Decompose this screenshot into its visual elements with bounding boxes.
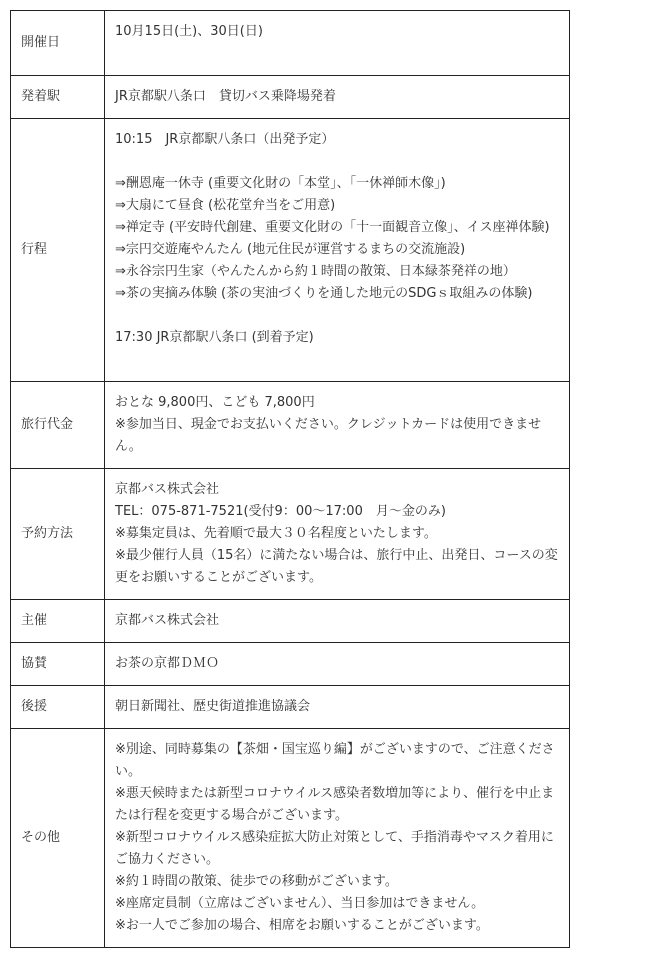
- row-label: 発着駅: [11, 76, 105, 119]
- value-line: 10:15 JR京都駅八条口（出発予定）: [115, 132, 335, 147]
- row-label: 旅行代金: [11, 382, 105, 469]
- row-value: [105, 686, 570, 729]
- value-line: ※悪天候時または新型コロナウイルス感染者数増加等により、催行を中止または行程を変更する場合がございます。: [115, 786, 555, 823]
- row-label: 予約方法: [11, 469, 105, 600]
- row-value: [105, 76, 570, 119]
- row-value: [105, 11, 570, 76]
- value-line: ※募集定員は、先着順で最大３０名程度といたします。: [115, 526, 437, 541]
- row-value: [105, 600, 570, 643]
- value-line: ⇒茶の実摘み体験 (茶の実油づくりを通した地元のSDGｓ取組みの体験): [115, 286, 533, 301]
- value-line: JR京都駅八条口 貸切バス乗降場発着: [115, 89, 336, 104]
- value-line: おとな 9,800円、こども 7,800円: [115, 395, 315, 410]
- row-station: [11, 76, 570, 119]
- row-itinerary: [11, 119, 570, 382]
- value-line: ⇒宗円交遊庵やんたん (地元住民が運営するまちの交流施設): [115, 242, 466, 257]
- tour-info-table: [10, 10, 570, 948]
- value-line: ⇒禅定寺 (平安時代創建、重要文化財の「十一面観音立像」、イス座禅体験): [115, 220, 550, 235]
- row-label: 後援: [11, 686, 105, 729]
- value-line: ⇒酬恩庵一休寺 (重要文化財の「本堂」、「一休禅師木像」): [115, 176, 446, 191]
- row-other: [11, 729, 570, 948]
- row-value: [105, 119, 570, 382]
- value-line: 10月15日(土)、30日(日): [115, 24, 263, 39]
- value-line: 17:30 JR京都駅八条口 (到着予定): [115, 330, 314, 345]
- value-line: ※新型コロナウイルス感染症拡大防止対策として、手指消毒やマスク着用にご協力ください。: [115, 830, 554, 867]
- row-value: [105, 382, 570, 469]
- row-support: [11, 686, 570, 729]
- value-line: ※お一人でご参加の場合、相席をお願いすることがございます。: [115, 918, 489, 933]
- value-line: 京都バス株式会社: [115, 482, 220, 497]
- row-label: 行程: [11, 119, 105, 382]
- row-sponsor: [11, 643, 570, 686]
- value-line: 朝日新聞社、歴史街道推進協議会: [115, 699, 311, 714]
- value-line: ※約１時間の散策、徒歩での移動がございます。: [115, 874, 398, 889]
- value-line: ⇒永谷宗円生家（やんたんから約１時間の散策、日本緑茶発祥の地）: [115, 264, 516, 279]
- tour-info-body: [11, 11, 570, 948]
- blank-line: [115, 151, 559, 173]
- row-date: [11, 11, 570, 76]
- value-line: 京都バス株式会社: [115, 613, 220, 628]
- row-reservation: [11, 469, 570, 600]
- value-line: ※参加当日、現金でお支払いください。クレジットカードは使用できません。: [115, 417, 542, 454]
- row-organizer: [11, 600, 570, 643]
- row-value: [105, 643, 570, 686]
- value-line: ⇒大扇にて昼食 (松花堂弁当をご用意): [115, 198, 336, 213]
- value-line: ※座席定員制（立席はございません）、当日参加はできません。: [115, 896, 485, 911]
- blank-line: [115, 305, 559, 327]
- row-label: その他: [11, 729, 105, 948]
- value-line: お茶の京都ＤＭＯ: [115, 656, 220, 671]
- value-line: ※最少催行人員（15名）に満たない場合は、旅行中止、出発日、コースの変更をお願いすることがございます。: [115, 548, 558, 585]
- value-line: ※別途、同時募集の【茶畑・国宝巡り編】がございますので、ご注意ください。: [115, 742, 555, 779]
- row-value: [105, 729, 570, 948]
- row-label: 開催日: [11, 11, 105, 76]
- row-value: [105, 469, 570, 600]
- row-price: [11, 382, 570, 469]
- row-label: 協賛: [11, 643, 105, 686]
- value-line: TEL：075-871-7521(受付9：00〜17:00 月〜金のみ): [115, 504, 446, 519]
- row-label: 主催: [11, 600, 105, 643]
